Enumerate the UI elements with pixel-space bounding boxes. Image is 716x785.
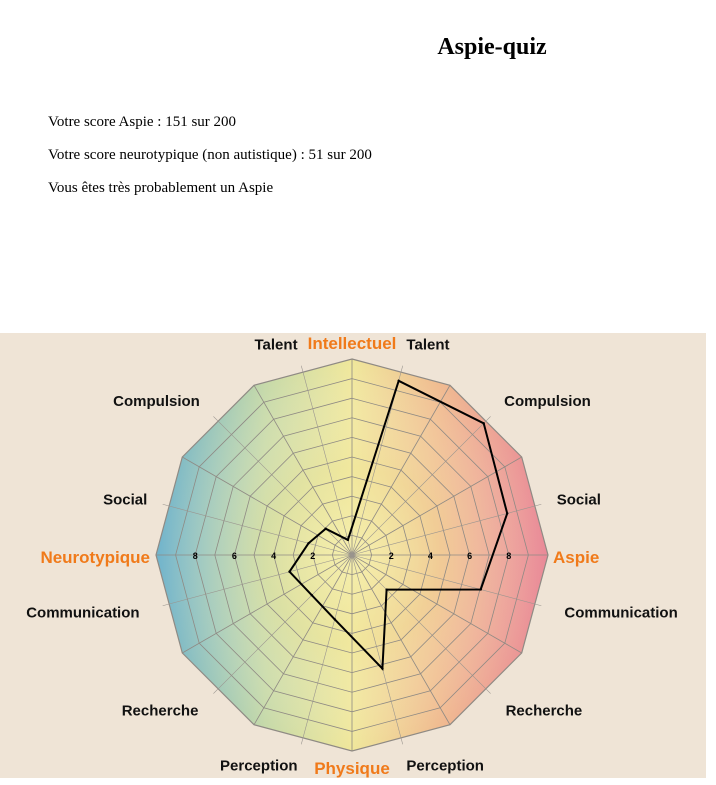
- data-point: [347, 539, 349, 541]
- axis-label-talent-left: Talent: [254, 336, 298, 354]
- aspie-score-text: Votre score Aspie : 151 sur 200: [48, 114, 237, 130]
- axis-label-social-right: Social: [556, 491, 601, 509]
- category-label-top: Intellectuel: [307, 334, 397, 353]
- radar-chart-panel: [0, 333, 706, 778]
- axis-label-compulsion-left: Compulsion: [113, 392, 200, 410]
- axis-label-compulsion-right: Compulsion: [504, 392, 591, 410]
- data-point: [482, 422, 484, 424]
- data-point: [385, 588, 387, 590]
- category-label-right: Aspie: [553, 548, 600, 567]
- category-label-bottom: Physique: [314, 759, 390, 778]
- axis-label-communication-left: Communication: [26, 604, 140, 622]
- data-point: [397, 380, 399, 382]
- tick-label: 2: [388, 551, 394, 561]
- tick-label: 6: [231, 551, 237, 561]
- verdict-text: Vous êtes très probablement un Aspie: [48, 180, 274, 196]
- tick-label: 6: [467, 551, 473, 561]
- data-point: [311, 594, 313, 596]
- axis-label-talent-right: Talent: [406, 336, 450, 354]
- axis-label-recherche-right: Recherche: [505, 702, 583, 720]
- axis-label-recherche-left: Recherche: [121, 702, 199, 720]
- tick-label: 4: [427, 551, 433, 561]
- neurotypical-score-text: Votre score neurotypique (non autistique) : 51 sur 200: [48, 147, 372, 163]
- data-point: [381, 667, 383, 669]
- radar-chart: [0, 333, 706, 778]
- axis-label-perception-right: Perception: [406, 757, 484, 775]
- tick-label: 8: [506, 551, 512, 561]
- axis-label-perception-left: Perception: [220, 757, 298, 775]
- category-label-left: Neurotypique: [40, 548, 150, 567]
- page-title: Aspie-quiz: [437, 34, 547, 60]
- data-point: [480, 588, 482, 590]
- data-point: [324, 527, 326, 529]
- tick-label: 2: [310, 551, 316, 561]
- axis-label-social-left: Social: [103, 491, 148, 509]
- data-point: [506, 512, 508, 514]
- tick-label: 8: [192, 551, 198, 561]
- tick-label: 4: [271, 551, 277, 561]
- data-point: [288, 571, 290, 573]
- axis-label-communication-right: Communication: [564, 604, 678, 622]
- data-point: [307, 542, 309, 544]
- data-point: [334, 618, 336, 620]
